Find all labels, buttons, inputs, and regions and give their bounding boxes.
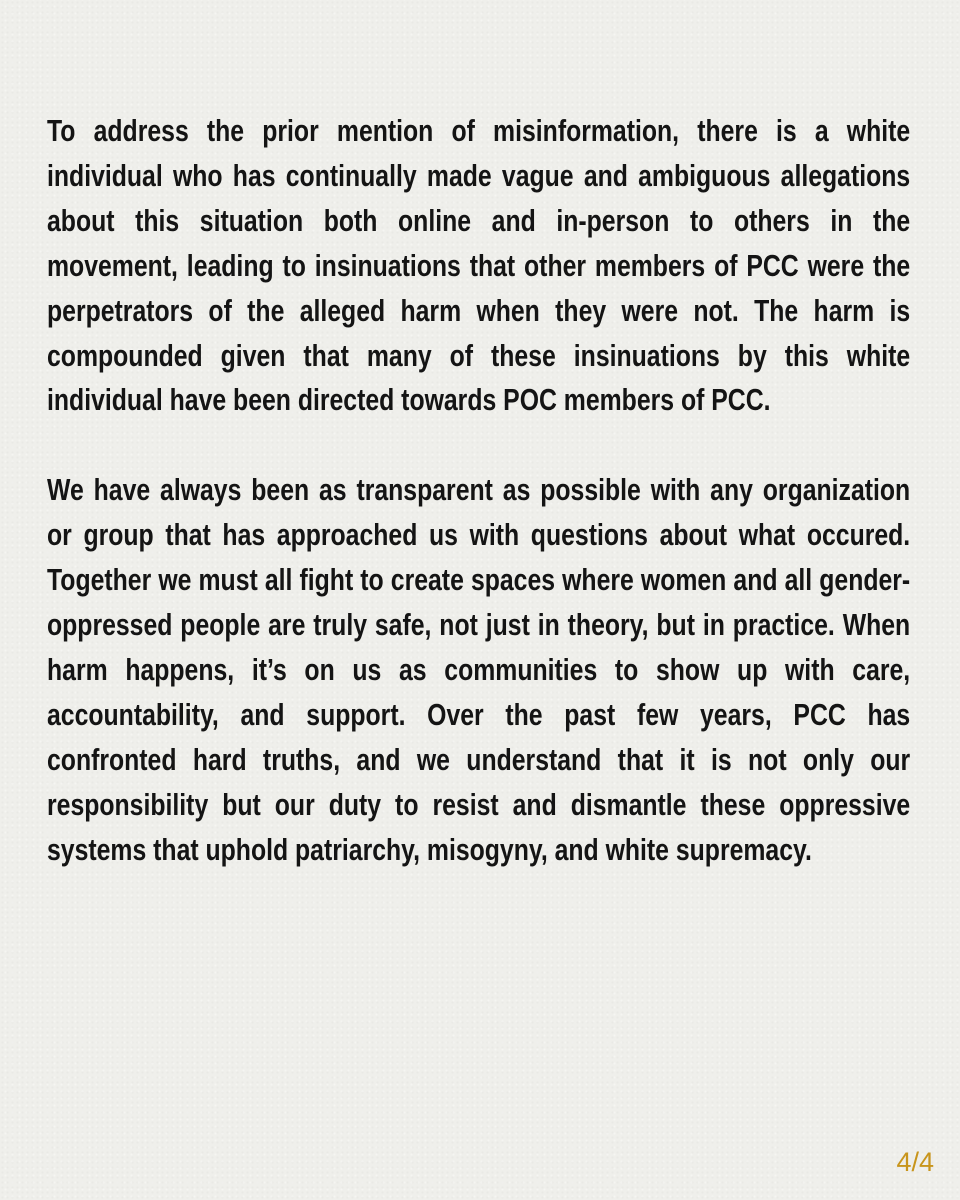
statement-paragraph-commitment: We have always been as transparent as possible with any organization or group that has approached us with questions about what occured. Together we must all fight to create spaces where women and all gender-oppressed people are truly safe, not just in theory, but in practice. When harm happens, it’s on us as communities to show up with care, accountability, and support. Over the past few years, PCC has confronted hard truths, and we understand that it is not only our responsibility but our duty to resist and dismantle these oppressive systems that uphold patriarchy, misogyny, and white supremacy. xyxy=(47,472,911,867)
page-number-indicator: 4/4 xyxy=(896,1147,934,1177)
statement-body xyxy=(47,109,910,873)
statement-paragraph-misinformation: To address the prior mention of misinformation, there is a white individual who has continually made vague and ambiguous allegations about this situation both online and in-person to others in the movement, leading to insinuations that other members of PCC were the perpetrators of the alleged harm when they were not. The harm is compounded given that many of these insinuations by this white individual have been directed towards POC members of PCC. xyxy=(47,113,911,418)
